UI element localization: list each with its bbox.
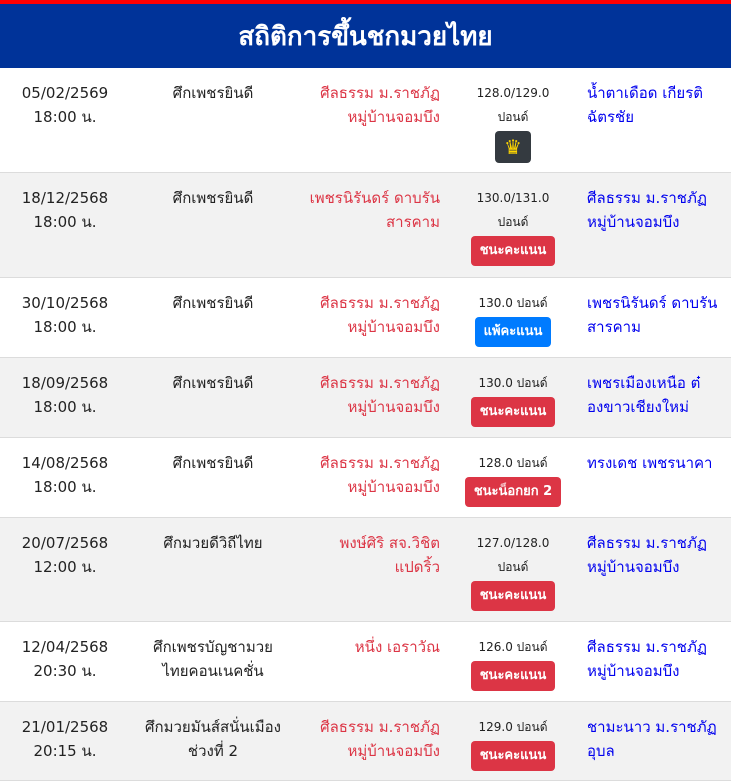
date-text: 30/10/2568 — [21, 294, 109, 312]
weight-result — [440, 635, 586, 701]
weight-text: 129.0 ปอนด์ — [478, 720, 548, 734]
result-badge: ชนะคะแนน — [471, 581, 556, 611]
event-name: ศึกเพชรยินดี — [172, 189, 254, 207]
result-badge: ชนะคะแนน — [471, 397, 556, 427]
weight-result — [440, 531, 586, 621]
red-corner-fighter[interactable]: ศีลธรรม ม.ราชภัฏ หมู่บ้านจอมบึง — [320, 454, 440, 496]
date-text: 12/04/2568 — [21, 638, 109, 656]
blue-corner-fighter[interactable]: ชามะนาว ม.ราชภัฏ อุบล — [587, 718, 717, 760]
weight-text: 128.0 ปอนด์ — [478, 456, 548, 470]
date-text: 05/02/2569 — [21, 84, 109, 102]
event-name: ศึกเพชรยินดี — [172, 374, 254, 392]
weight-text: 130.0 ปอนด์ — [478, 376, 548, 390]
weight-text: 130.0/131.0 ปอนด์ — [476, 191, 550, 229]
fight-row — [0, 358, 731, 438]
fight-row — [0, 173, 731, 278]
red-corner-fighter[interactable]: ศีลธรรม ม.ราชภัฏ หมู่บ้านจอมบึง — [320, 84, 440, 126]
fight-date — [0, 81, 130, 172]
red-corner-fighter[interactable]: เพชรนิรันดร์ ดาบรัน สารคาม — [309, 189, 440, 231]
time-text: 20:30 น. — [33, 662, 97, 680]
page-header — [0, 0, 731, 68]
event-name: ศึกเพชรบัญชามวย ไทยคอนเนคชั่น — [153, 638, 273, 680]
weight-result — [440, 715, 586, 780]
time-text: 18:00 น. — [33, 213, 97, 231]
fight-date — [0, 186, 130, 277]
time-text: 18:00 น. — [33, 108, 97, 126]
weight-result — [440, 186, 586, 277]
time-text: 12:00 น. — [33, 558, 97, 576]
event-name: ศึกมวยมันส์สนั่นเมือง ช่วงที่ 2 — [144, 718, 281, 760]
weight-text: 126.0 ปอนด์ — [478, 640, 548, 654]
event-name: ศึกเพชรยินดี — [172, 454, 254, 472]
blue-corner-fighter[interactable]: น้ำตาเดือด เกียรติ ฉัตรชัย — [587, 84, 704, 126]
crown-icon: ♛ — [495, 131, 531, 163]
fight-row — [0, 68, 731, 173]
result-badge: ชนะคะแนน — [471, 741, 556, 771]
blue-corner-fighter[interactable]: ทรงเดช เพชรนาคา — [587, 454, 713, 472]
weight-text: 128.0/129.0 ปอนด์ — [476, 86, 550, 124]
time-text: 18:00 น. — [33, 318, 97, 336]
blue-corner-fighter[interactable]: ศีลธรรม ม.ราชภัฏ หมู่บ้านจอมบึง — [587, 189, 707, 231]
date-text: 21/01/2568 — [21, 718, 109, 736]
time-text: 18:00 น. — [33, 478, 97, 496]
blue-corner-fighter[interactable]: เพชรนิรันดร์ ดาบรัน สารคาม — [587, 294, 718, 336]
page-title: สถิติการขึ้นชกมวยไทย — [238, 21, 493, 52]
fight-row — [0, 622, 731, 702]
red-corner-fighter[interactable]: ศีลธรรม ม.ราชภัฏ หมู่บ้านจอมบึง — [320, 718, 440, 760]
result-badge: ชนะคะแนน — [471, 236, 556, 266]
weight-text: 127.0/128.0 ปอนด์ — [476, 536, 550, 574]
fight-row — [0, 278, 731, 358]
weight-result — [440, 371, 586, 437]
result-badge: ชนะน็อกยก 2 — [465, 477, 561, 507]
fight-row — [0, 702, 731, 781]
result-badge: ชนะคะแนน — [471, 661, 556, 691]
red-corner-fighter[interactable]: หนึ่ง เอราวัณ — [354, 638, 440, 656]
fight-date — [0, 451, 130, 517]
weight-result — [440, 451, 586, 517]
blue-corner-fighter[interactable]: เพชรเมืองเหนือ ต๋ องขาวเชียงใหม่ — [587, 374, 701, 416]
red-corner-fighter[interactable]: ศีลธรรม ม.ราชภัฏ หมู่บ้านจอมบึง — [320, 294, 440, 336]
event-name: ศึกมวยดีวิถีไทย — [163, 534, 263, 552]
weight-result — [440, 291, 586, 357]
red-corner-fighter[interactable]: ศีลธรรม ม.ราชภัฏ หมู่บ้านจอมบึง — [320, 374, 440, 416]
event-name: ศึกเพชรยินดี — [172, 84, 254, 102]
date-text: 20/07/2568 — [21, 534, 109, 552]
weight-text: 130.0 ปอนด์ — [478, 296, 548, 310]
time-text: 20:15 น. — [33, 742, 97, 760]
fight-date — [0, 715, 130, 780]
fight-date — [0, 291, 130, 357]
fight-row — [0, 518, 731, 622]
weight-result — [440, 81, 586, 172]
date-text: 14/08/2568 — [21, 454, 109, 472]
result-badge: แพ้คะแนน — [475, 317, 552, 347]
event-name: ศึกเพชรยินดี — [172, 294, 254, 312]
red-corner-fighter[interactable]: พงษ์ศิริ สจ.วิชิต แปดริ้ว — [339, 534, 440, 576]
fight-record-table — [0, 68, 731, 781]
time-text: 18:00 น. — [33, 398, 97, 416]
fight-date — [0, 531, 130, 621]
blue-corner-fighter[interactable]: ศีลธรรม ม.ราชภัฏ หมู่บ้านจอมบึง — [587, 534, 707, 576]
fight-date — [0, 371, 130, 437]
date-text: 18/09/2568 — [21, 374, 109, 392]
blue-corner-fighter[interactable]: ศีลธรรม ม.ราชภัฏ หมู่บ้านจอมบึง — [587, 638, 707, 680]
date-text: 18/12/2568 — [21, 189, 109, 207]
fight-row — [0, 438, 731, 518]
fight-date — [0, 635, 130, 701]
